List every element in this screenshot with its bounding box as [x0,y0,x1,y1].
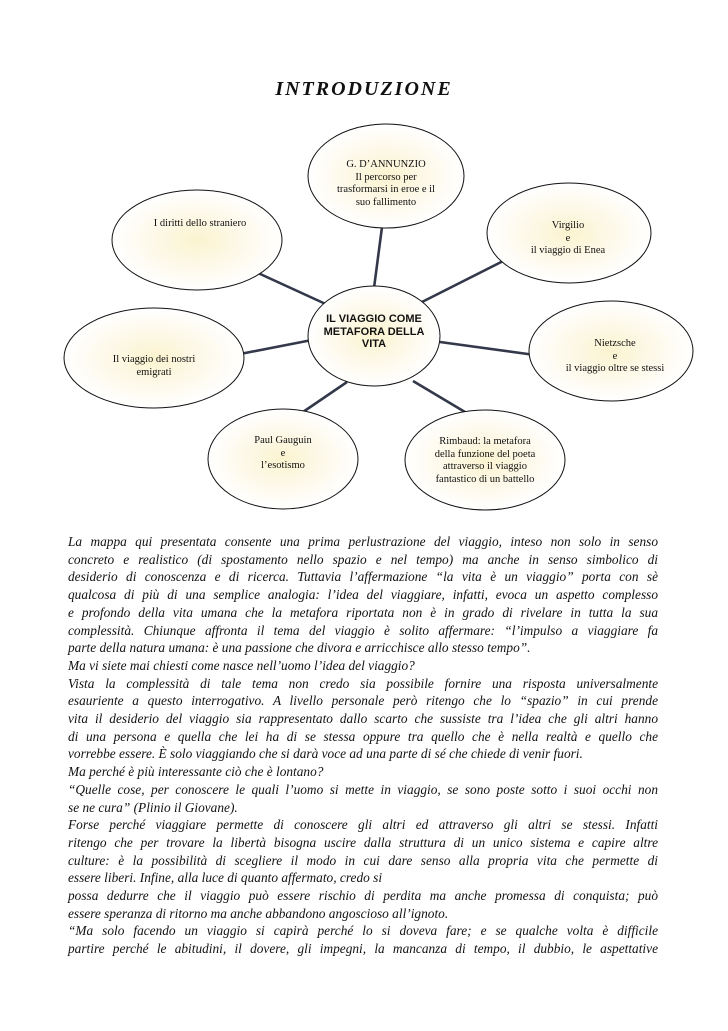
body-line: vita il desiderio del viaggio sia rappresentato dallo scarto che sussiste tra l’idea che gli altri hanno [68,711,658,727]
body-line: possa dedurre che il viaggio può essere rischio di perdita ma anche promessa di conquista; può [68,888,658,904]
body-line: se ne cura” (Plinio il Giovane). [68,799,238,815]
body-line: essere liberi. Infine, alla luce di quanto affermato, credo si [68,870,383,886]
body-line: “Ma solo facendo un viaggio si capirà perché lo si doveva fare; e se qualche volta è difficile [68,923,658,939]
body-line: vorrebbe essere. È solo viaggiando che si darà voce ad una parte di sé che chiede di venir fuori. [68,746,583,762]
page-title: INTRODUZIONE [275,78,453,100]
node-nietzsche-label: Nietzsche e il viaggio oltre se stessi [565,338,665,374]
node-straniero-bubble [112,190,282,290]
body-line: Ma perché è più interessante ciò che è lontano? [68,764,324,780]
body-line: Vista la complessità di tale tema non credo sia possibile fornire una risposta universalmente [68,675,658,691]
body-line: parte della natura umana: è una passione che divora e arricchisce allo stesso tempo”. [68,640,531,656]
body-line: concreto e realistico (di spostamento nello spazio e nel tempo) ma anche in senso simbolico di [68,551,658,567]
body-line: essere speranza di ritorno ma anche abbandono angoscioso all’ignoto. [68,905,449,921]
body-line: ritengo che per trovare la libertà bisogna uscire dalla struttura di un unico sistema e capire altre [68,834,658,850]
node-rimbaud-label: Rimbaud: la metafora della funzione del poeta attraverso il viaggio fantastico di un battello [434,436,536,485]
node-virgilio-label: Virgilio e il viaggio di Enea [530,220,606,256]
body-line: desiderio di conoscenza e di ricerca. Tuttavia l’affermazione “la vita è un viaggio” porta con sè [68,569,658,585]
body-line: complessità. Chiunque affronta il tema del viaggio è solito affermare: “l’impulso a viaggiare fa [68,622,658,638]
introduction-body [68,533,658,958]
node-gauguin-label: Paul Gauguin e l’esotismo [254,435,312,471]
body-line: Ma vi siete mai chiesti come nasce nell’uomo l’idea del viaggio? [68,657,415,673]
node-straniero-label: I diritti dello straniero [153,218,247,229]
body-line: Forse perché viaggiare permette di conoscere gli altri ed attraverso gli altri se stessi. Infatti [68,817,658,833]
body-line: qualcosa di più di una semplice analogia: l’idea del viaggiare, infatti, evoca un aspetto complesso [68,587,658,603]
body-line: partire perché le abitudini, il dovere, gli impegni, la mancanza di tempo, il dubbio, le aspettative [68,941,658,957]
node-dannunzio-label: G. D’ANNUNZIO Il percorso per trasformarsi in eroe e il suo fallimento [337,159,435,208]
body-line: culture: è la possibilità di scegliere il modo in cui dare senso alla propria vita che permette di [68,852,658,868]
body-line: La mappa qui presentata consente una prima perlustrazione del viaggio, inteso non solo in senso [68,534,658,549]
body-line: di una persona e quella che lei ha di se stessa oppure tra quello che è nella realtà e quello che [68,728,658,744]
node-emigrati-label: Il viaggio dei nostri emigrati [112,354,196,378]
body-line: esauriente a questo interrogativo. A livello personale però ritengo che lo “spazio” in cui prende [68,693,658,709]
node-center-label: IL VIAGGIO COME METAFORA DELLA VITA [323,313,425,350]
body-line: “Quelle cose, per conoscere le quali l’uomo si mette in viaggio, se sono poste sotto i suoi occhi non [68,781,658,797]
body-line: e profondo della vita umana che la metafora riportata non è in grado di rivelare in tutta la sua [68,604,658,620]
